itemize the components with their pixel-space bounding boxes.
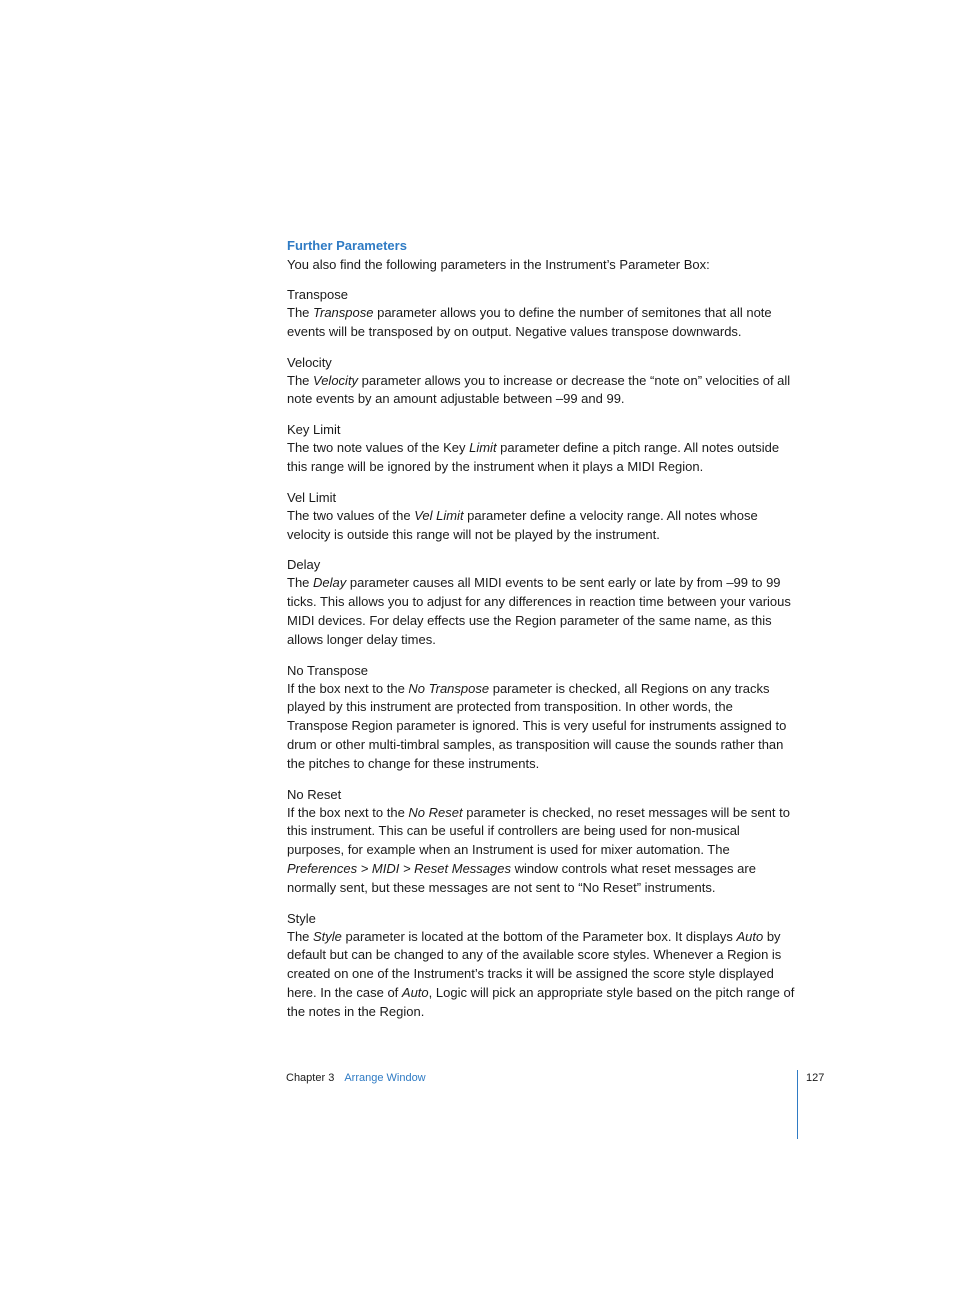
text-run: parameter allows you to increase or decrease the “note on” velocities of all note events by an amount adjustable between –99 and 99. xyxy=(287,372,791,407)
parameter-heading: Delay xyxy=(287,557,321,573)
page-number: 127 xyxy=(806,1072,825,1084)
text-run: parameter allows you to define the number of semitones that all note events will be transposed by on output. Negative values transpose downwards. xyxy=(287,305,772,339)
chapter-label: Chapter 3 xyxy=(286,1072,335,1084)
parameter-heading: Velocity xyxy=(287,354,332,370)
section-title: Further Parameters xyxy=(287,238,407,253)
text-run: If the box next to the xyxy=(287,680,409,696)
parameter-heading: Vel Limit xyxy=(287,489,337,505)
parameter-description xyxy=(287,928,797,1022)
parameter-description xyxy=(287,507,797,545)
parameter-description xyxy=(287,680,797,774)
page-content xyxy=(287,236,797,1022)
text-run: The xyxy=(287,372,314,388)
parameter-description xyxy=(287,372,797,410)
text-run: parameter is checked, no reset messages will be sent to this instrument. This can be useful if controllers are being used for non-musical purposes, for example when an Instrument is used for mixer automation. The xyxy=(287,804,790,858)
text-run: The xyxy=(287,575,314,591)
text-run: The two values of the xyxy=(287,507,415,523)
text-run: The two note values of the Key xyxy=(287,440,470,456)
italic-term: Auto xyxy=(401,984,429,1000)
text-run: parameter is located at the bottom of the Parameter box. It displays xyxy=(341,928,737,944)
italic-term: Auto xyxy=(736,928,764,944)
parameter-section xyxy=(287,555,797,649)
parameter-heading: No Reset xyxy=(287,786,342,802)
chapter-title-link[interactable]: Arrange Window xyxy=(344,1072,426,1084)
italic-term: No Reset xyxy=(408,804,463,820)
parameter-heading: No Transpose xyxy=(287,662,368,678)
parameter-section xyxy=(287,285,797,342)
parameter-section xyxy=(287,488,797,545)
text-run: The xyxy=(287,928,314,944)
parameter-list xyxy=(287,285,797,1022)
parameter-section xyxy=(287,909,797,1022)
parameter-section xyxy=(287,420,797,477)
text-run: by default but can be changed to any of the available score styles. Whenever a Region is created on one of the Instrument’s tracks it will be assigned the score style displayed here. In the case of xyxy=(287,928,782,1000)
text-run: The xyxy=(287,305,314,320)
text-run: window controls what reset messages are normally sent, but these messages are not sent to “No Reset” instruments. xyxy=(287,860,756,895)
text-run: parameter define a velocity range. All notes whose velocity is outside this range will not be played by the instrument. xyxy=(287,507,758,542)
italic-term: Vel Limit xyxy=(414,507,464,523)
parameter-section xyxy=(287,661,797,774)
text-run: parameter causes all MIDI events to be sent early or late by from –99 to 99 ticks. This allows you to adjust for any differences in reaction time between your various MIDI devices. For delay effects use the Region parameter of the same name, as this allows longer delay times. xyxy=(287,575,791,647)
parameter-description xyxy=(287,304,797,342)
italic-term: Style xyxy=(313,928,342,944)
footer-chapter xyxy=(286,1070,426,1086)
italic-term: Limit xyxy=(469,440,497,456)
text-run: parameter is checked, all Regions on any tracks played by this instrument are protected from transposition. In other words, the Transpose Region parameter is ignored. This is very useful for instruments assigned to drum or other multi-timbral samples, as transposition will cause the sounds rather than the pitches to change for these instruments. xyxy=(287,680,787,771)
parameter-section xyxy=(287,785,797,898)
parameter-description xyxy=(287,574,797,649)
text-run: If the box next to the xyxy=(287,804,409,820)
italic-term: Delay xyxy=(313,575,347,591)
text-run: parameter define a pitch range. All notes outside this range will be ignored by the instrument when it plays a MIDI Region. xyxy=(287,440,780,474)
text-run: , Logic will pick an appropriate style based on the pitch range of the notes in the Region. xyxy=(287,984,795,1019)
parameter-description xyxy=(287,439,797,477)
italic-term: Preferences > MIDI > Reset Messages xyxy=(287,860,511,876)
parameter-heading: Key Limit xyxy=(287,422,341,438)
italic-term: Velocity xyxy=(313,372,359,388)
parameter-heading: Style xyxy=(287,910,316,926)
parameter-heading: Transpose xyxy=(287,287,348,302)
italic-term: No Transpose xyxy=(408,680,490,696)
section-intro: You also find the following parameters in the Instrument’s Parameter Box: xyxy=(287,257,710,272)
parameter-description xyxy=(287,804,797,898)
parameter-section xyxy=(287,353,797,410)
footer-divider xyxy=(797,1070,798,1139)
italic-term: Transpose xyxy=(313,305,374,320)
